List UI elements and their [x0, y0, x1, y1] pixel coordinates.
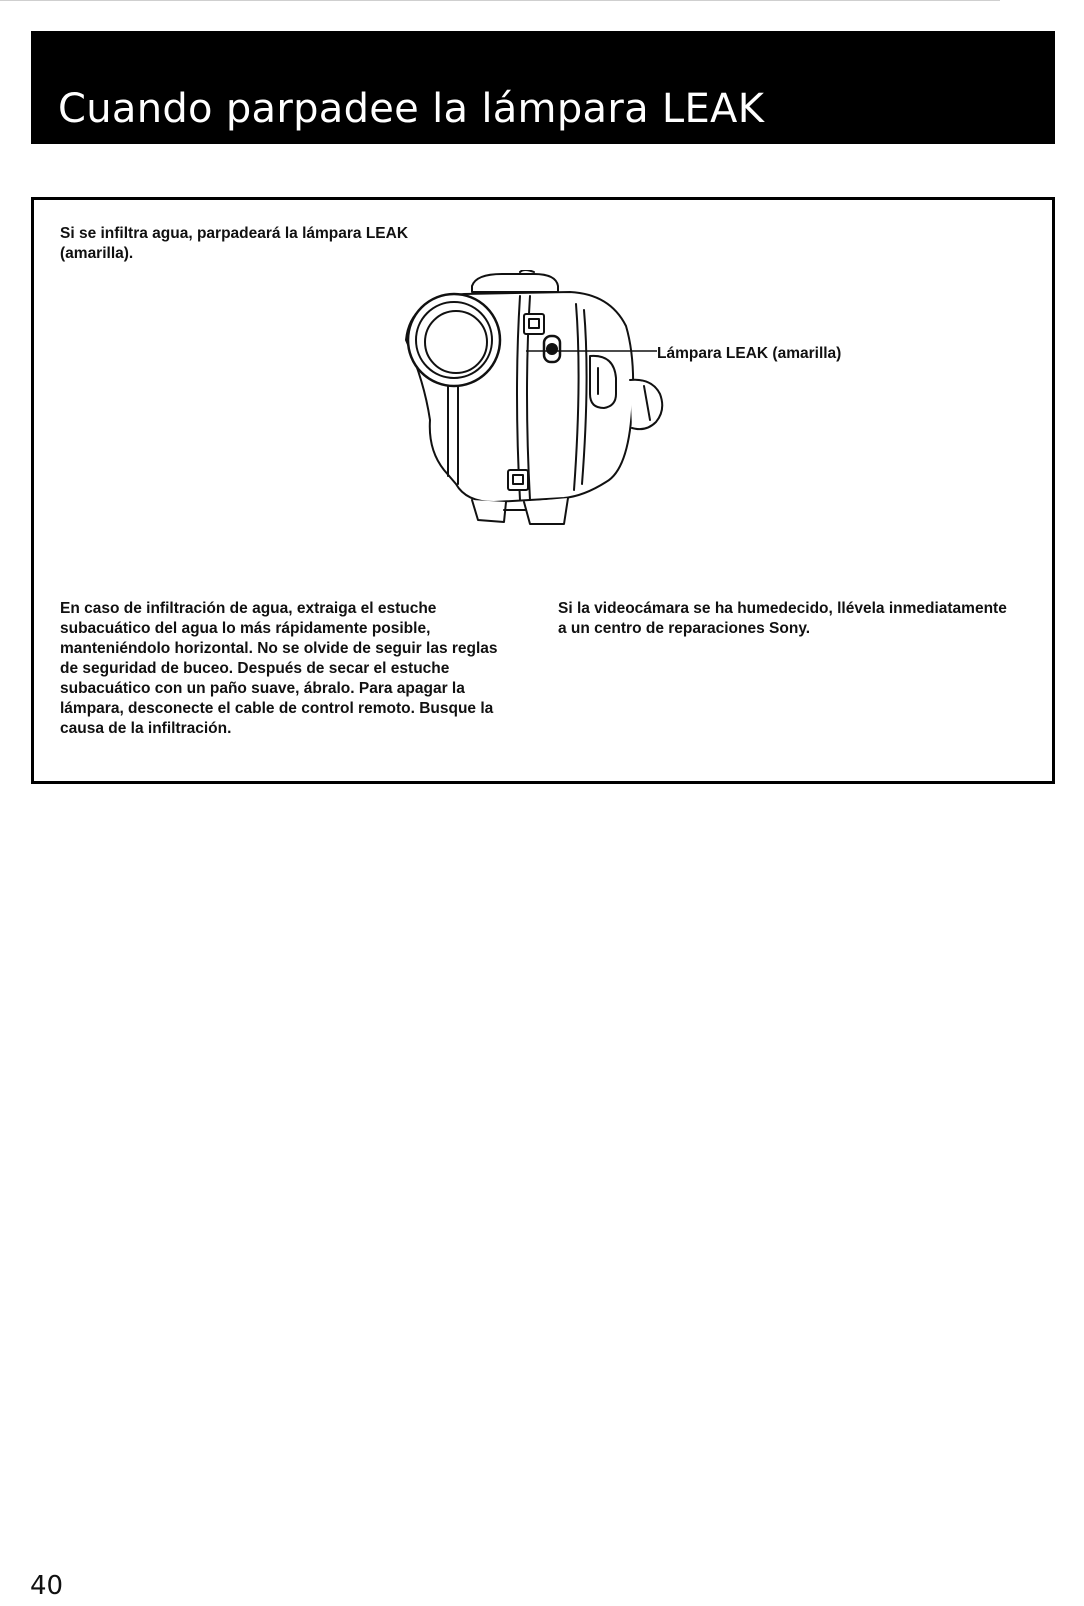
camera-housing-illustration: [384, 270, 684, 530]
title-bar: [31, 31, 1055, 144]
page-title: Cuando parpadee la lámpara LEAK: [58, 86, 765, 132]
content-frame: [31, 197, 1055, 784]
body-left-column: En caso de infiltración de agua, extraiga el estuche subacuático del agua lo más rápidamente posible, manteniéndolo horizontal. No se olvide de seguir las reglas de seguridad de buceo. Después de secar el estuche subacuático con un paño suave, ábralo. Para apagar la lámpara, desconecte el cable de control remoto. Busque la causa de la infiltración.: [60, 600, 498, 737]
callout-label: Lámpara LEAK (amarilla): [657, 345, 842, 362]
intro-text: Si se infiltra agua, parpadeará la lámpara LEAK (amarilla).: [60, 225, 409, 262]
body-right-column: Si la videocámara se ha humedecido, llévela inmediatamente a un centro de reparaciones Sony.: [558, 600, 1007, 637]
leak-lamp-icon: [544, 336, 560, 362]
top-rule: [0, 0, 1000, 1]
page-number: 40: [30, 1571, 64, 1601]
